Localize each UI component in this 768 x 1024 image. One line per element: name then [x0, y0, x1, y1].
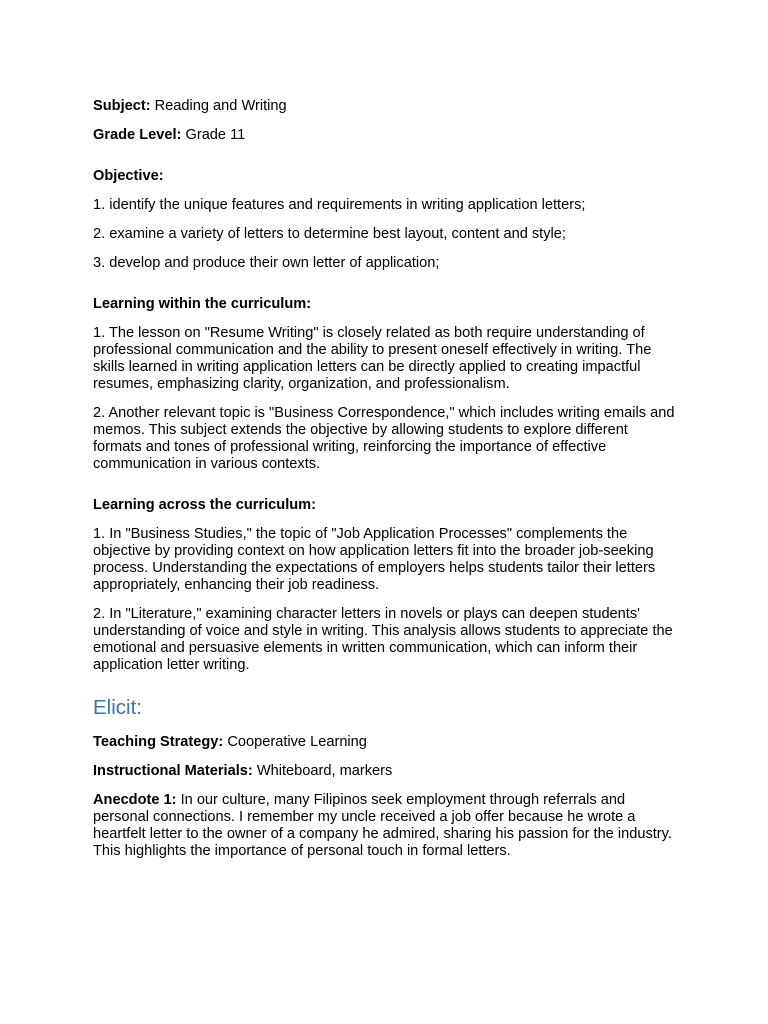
objective-item: 2. examine a variety of letters to determine best layout, content and style; [93, 226, 566, 242]
subject-value: Reading and Writing [154, 98, 287, 114]
teaching-strategy-value: Cooperative Learning [227, 734, 367, 750]
subject-label: Subject: [93, 98, 151, 114]
grade-level-label: Grade Level: [93, 127, 182, 143]
materials-line [93, 763, 678, 780]
objective-heading: Objective: [93, 168, 164, 184]
across-curriculum-heading: Learning across the curriculum: [93, 497, 317, 513]
objective-item: 1. identify the unique features and requirements in writing application letters; [93, 197, 586, 213]
materials-label: Instructional Materials: [93, 763, 253, 779]
materials-value: Whiteboard, markers [256, 763, 393, 779]
within-curriculum-heading: Learning within the curriculum: [93, 296, 312, 312]
anecdote-paragraph [93, 792, 678, 860]
across-curriculum-paragraph: 2. In "Literature," examining character letters in novels or plays can deepen students' understanding of voice and style in writing. This analysis allows students to appreciate the emotional and persuasive elements in written communication, which can inform their application letter writing. [93, 606, 673, 673]
teaching-strategy-label: Teaching Strategy: [93, 734, 224, 750]
within-curriculum-paragraph: 2. Another relevant topic is "Business Correspondence," which includes writing emails and memos. This subject extends the objective by allowing students to explore different formats and tones of professional writing, reinforcing the importance of effective communication in various contexts. [93, 405, 675, 472]
subject-line [93, 98, 678, 115]
anecdote-label: Anecdote 1: [93, 792, 177, 808]
within-curriculum-paragraph: 1. The lesson on "Resume Writing" is closely related as both require understanding of professional communication and the ability to present oneself effectively in writing. The skills learned in writing application letters can be directly applied to creating impactful resumes, emphasizing clarity, organization, and professionalism. [93, 325, 652, 392]
across-curriculum-paragraph: 1. In "Business Studies," the topic of "Job Application Processes" complements the objective by providing context on how application letters fit into the broader job-seeking process. Understanding the expectations of employers helps students tailor their letters appropriately, enhancing their job readiness. [93, 526, 656, 593]
grade-level-value: Grade 11 [185, 127, 246, 143]
teaching-strategy-line [93, 734, 678, 751]
elicit-heading: Elicit: [93, 696, 142, 719]
objective-item: 3. develop and produce their own letter of application; [93, 255, 440, 271]
document-page [93, 98, 678, 872]
anecdote-text: In our culture, many Filipinos seek employment through referrals and personal connections. I remember my uncle received a job offer because he wrote a heartfelt letter to the owner of a company he admired, sharing his passion for the industry. This highlights the importance of personal touch in formal letters. [93, 792, 672, 859]
grade-level-line [93, 127, 678, 144]
